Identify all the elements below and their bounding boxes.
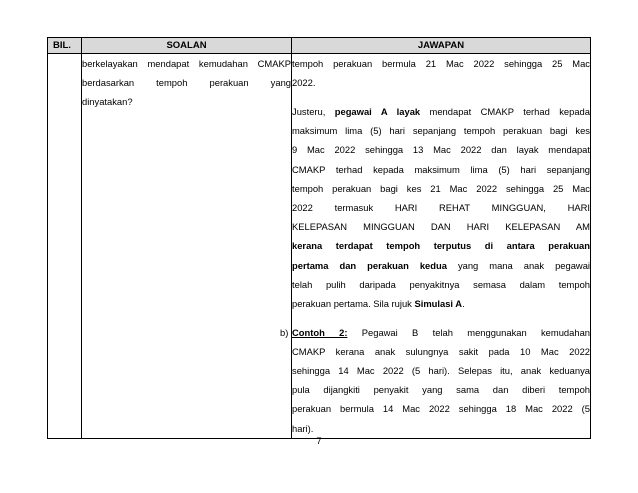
answer-paragraph-1	[292, 54, 590, 92]
qa-table	[47, 37, 591, 439]
answer-line: tempoh perakuan bermula 21 Mac 2022 sehingga 25 Mac	[292, 58, 590, 69]
answer-line: Contoh 2: Pegawai B telah menggunakan kemudahan	[292, 326, 590, 338]
question-line: berdasarkan tempoh perakuan yang	[82, 77, 291, 89]
answer-line: 9 Mac 2022 sehingga 13 Mac 2022 dan layak mendapat	[292, 144, 590, 156]
bil-cell	[48, 54, 82, 439]
answer-line: CMAKP kerana anak sulungnya sakit pada 10 Mac 2022	[292, 345, 590, 357]
answer-line: maksimum lima (5) hari sepanjang tempoh perakuan bagi kes	[292, 125, 590, 137]
answer-line: hari).	[292, 422, 314, 434]
answer-line: 2022 termasuk HARI REHAT MINGGUAN, HARI	[292, 201, 590, 213]
bold-text: pertama dan perakuan kedua	[292, 259, 447, 271]
header-bil: BIL.	[48, 38, 82, 54]
header-jawapan: JAWAPAN	[292, 38, 591, 54]
answer-line: sehingga 14 Mac 2022 (5 hari). Selepas itu, anak keduanya	[292, 365, 590, 377]
answer-line: KELEPASAN MINGGUAN DAN HARI KELEPASAN AM	[292, 221, 590, 233]
question-line: berkelayakan mendapat kemudahan CMAKP	[82, 58, 291, 69]
answer-line: perakuan pertama. Sila rujuk Simulasi A.	[292, 297, 465, 309]
answer-cell	[280, 54, 591, 439]
answer-line	[292, 236, 590, 255]
question-line: dinyatakan?	[82, 96, 133, 108]
answer-line: CMAKP terhad kepada maksimum lima (5) hari sepanjang	[292, 163, 590, 175]
answer-line: telah pulih daripada penyakitnya semasa dalam tempoh	[292, 278, 590, 290]
answer-paragraph-2	[292, 102, 590, 313]
answer-line: perakuan bermula 14 Mac 2022 sehingga 18 Mac 2022 (5	[292, 403, 590, 415]
answer-line: 2022.	[292, 77, 316, 89]
bold-text: kerana terdapat tempoh terputus di antara perakuan	[292, 240, 590, 252]
question-cell	[82, 54, 292, 439]
table-row	[48, 54, 591, 439]
item-label: b)	[280, 326, 289, 338]
answer-line: pula dijangkiti penyakit yang sama dan diberi tempoh	[292, 384, 590, 396]
answer-line: pertama dan perakuan kedua yang mana anak pegawai	[292, 259, 590, 271]
answer-line: tempoh perakuan bagi kes 21 Mac 2022 sehingga 25 Mac	[292, 182, 590, 194]
bold-text: Simulasi A	[414, 297, 463, 309]
underlined-bold-text: Contoh 2:	[292, 326, 348, 338]
answer-item-b	[280, 323, 590, 438]
bold-text: pegawai A layak	[334, 105, 421, 117]
page-number: 7	[316, 436, 322, 447]
table-header-row	[48, 38, 591, 54]
header-soalan: SOALAN	[82, 38, 292, 54]
answer-line: Justeru, pegawai A layak mendapat CMAKP terhad kepada	[292, 105, 590, 117]
